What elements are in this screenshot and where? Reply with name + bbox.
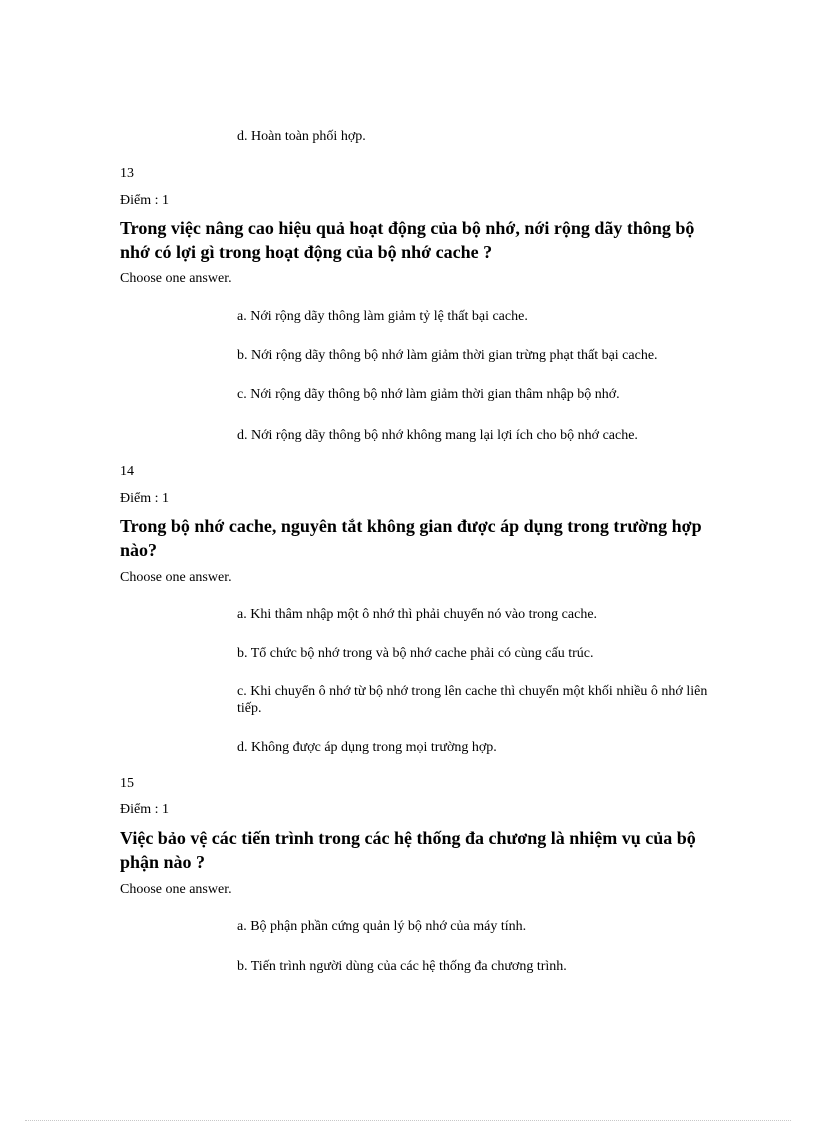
answer-option-b[interactable]: b. Tiến trình người dùng của các hệ thống đa chương trình. (237, 959, 567, 974)
answer-option-a[interactable]: a. Bộ phận phần cứng quản lý bộ nhớ của máy tính. (237, 919, 527, 934)
question-number: 14 (120, 464, 134, 479)
question-number: 15 (120, 776, 134, 791)
question-points: Điểm : 1 (120, 193, 169, 208)
answer-option-d[interactable]: d. Nới rộng dãy thông bộ nhớ không mang lại lợi ích cho bộ nhớ cache. (237, 428, 638, 443)
answer-option-c[interactable]: c. Nới rộng dãy thông bộ nhớ làm giảm thời gian thâm nhập bộ nhớ. (237, 387, 620, 402)
answer-option-d[interactable]: d. Không được áp dụng trong mọi trường hợp. (237, 740, 497, 755)
answer-option-a[interactable]: a. Nới rộng dãy thông làm giảm tỷ lệ thất bại cache. (237, 309, 528, 324)
question-points: Điểm : 1 (120, 802, 169, 817)
answer-option-b[interactable]: b. Tổ chức bộ nhớ trong và bộ nhớ cache phải có cùng cấu trúc. (237, 646, 594, 661)
question-text: Trong việc nâng cao hiệu quả hoạt động của bộ nhớ, nới rộng dãy thông bộ nhớ có lợi gì trong hoạt động của bộ nhớ cache ? (120, 218, 695, 262)
choose-instruction: Choose one answer. (120, 882, 232, 897)
answer-option-a[interactable]: a. Khi thâm nhập một ô nhớ thì phải chuyển nó vào trong cache. (237, 607, 598, 622)
answer-option-c[interactable]: c. Khi chuyển ô nhớ từ bộ nhớ trong lên cache thì chuyển một khối nhiều ô nhớ liên tiếp. (237, 684, 708, 716)
question-points: Điểm : 1 (120, 491, 169, 506)
question-text: Trong bộ nhớ cache, nguyên tắt không gian được áp dụng trong trường hợp nào? (120, 516, 702, 560)
prev-answer-d[interactable]: d. Hoàn toàn phối hợp. (237, 129, 366, 144)
answer-option-b[interactable]: b. Nới rộng dãy thông bộ nhớ làm giảm thời gian trừng phạt thất bại cache. (237, 348, 658, 363)
choose-instruction: Choose one answer. (120, 271, 232, 286)
question-number: 13 (120, 166, 134, 181)
choose-instruction: Choose one answer. (120, 570, 232, 585)
page-bottom-divider (25, 1120, 791, 1121)
question-text: Việc bảo vệ các tiến trình trong các hệ thống đa chương là nhiệm vụ của bộ phận nào ? (120, 828, 696, 872)
